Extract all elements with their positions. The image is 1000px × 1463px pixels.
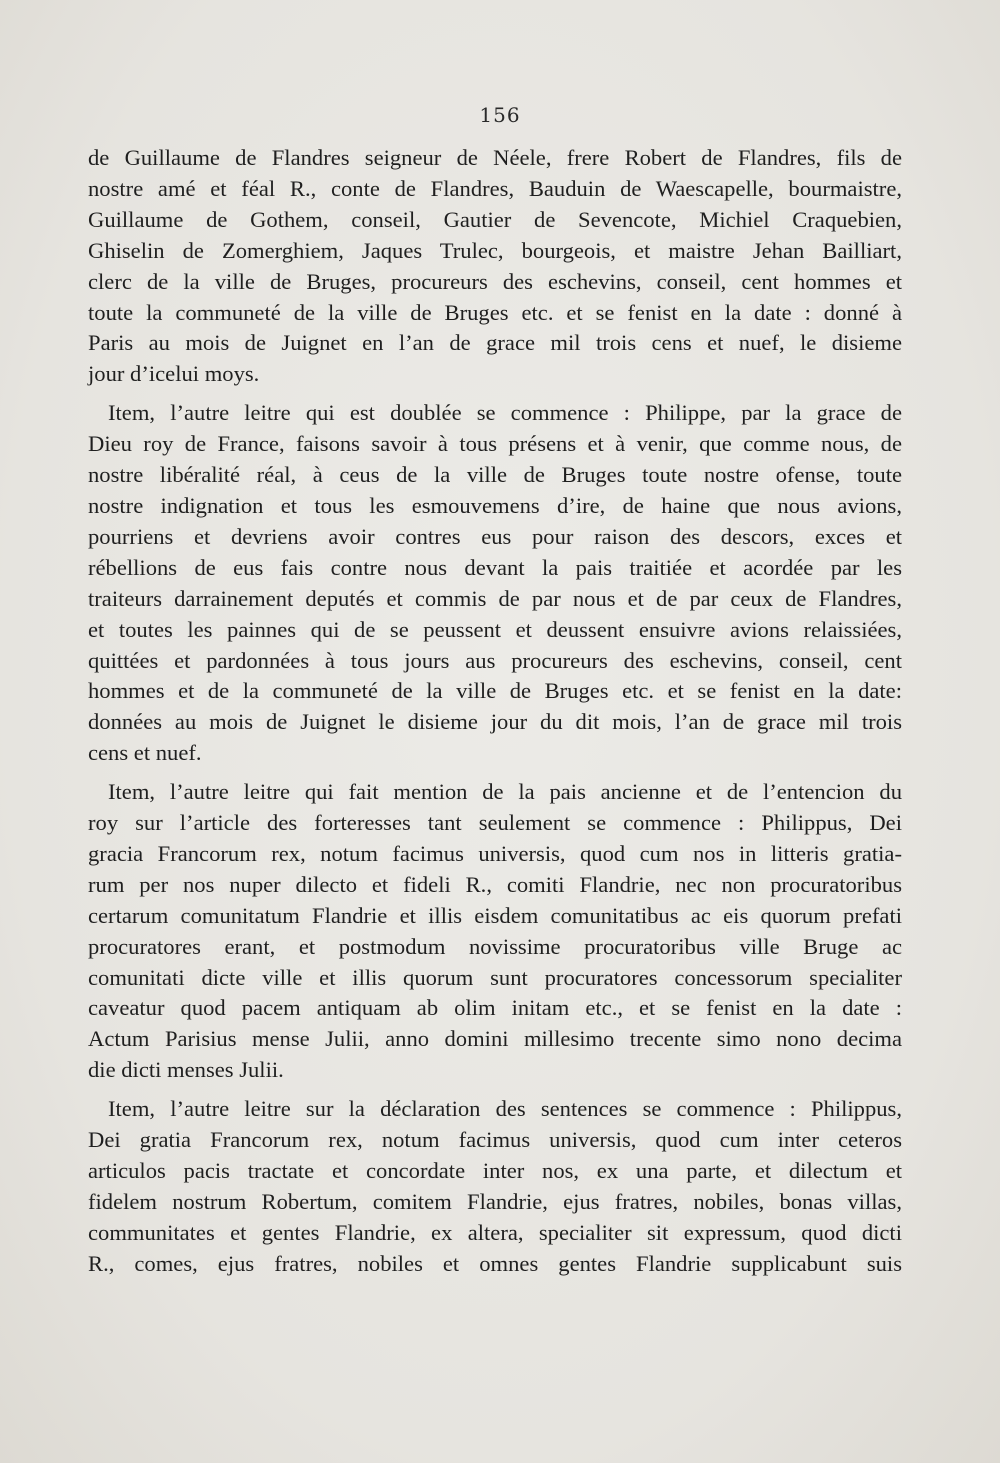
paragraph-4 [88,1094,902,1279]
text-line: jour d’icelui moys. [88,361,260,387]
paragraph-3 [88,777,902,1086]
text-line: cens et nuef. [88,740,202,766]
text-line: hommes et de la communeté de la ville de Bruges etc. et se fenist en la date: [88,678,902,704]
text-line: Item, l’autre leitre qui fait mention de la pais ancienne et de l’entencion du [108,779,902,805]
text-line: Dei gratia Francorum rex, notum facimus universis, quod cum inter ceteros [88,1127,902,1153]
text-line: quittées et pardonnées à tous jours aus procureurs des eschevins, conseil, cent [88,647,902,673]
paragraph-1 [88,143,902,390]
text-line: comunitati dicte ville et illis quorum sunt procuratores concessorum specialiter [88,964,902,990]
page-number: 156 [479,103,521,127]
text-line: rum per nos nuper dilecto et fideli R., comiti Flandrie, nec non procuratoribus [88,871,902,897]
text-line: Item, l’autre leitre sur la déclaration des sentences se commence : Philippus, [108,1096,902,1122]
text-line: Dieu roy de France, faisons savoir à tous présens et à venir, que comme nous, de [88,431,902,457]
text-line: Actum Parisius mense Julii, anno domini millesimo trecente simo nono decima [88,1026,902,1052]
text-line: fidelem nostrum Robertum, comitem Flandrie, ejus fratres, nobiles, bonas villas, [88,1188,902,1214]
text-line: nostre amé et féal R., conte de Flandres, Bauduin de Waescapelle, bourmaistre, [88,175,902,201]
text-line: pourriens et devriens avoir contres eus pour raison des descors, exces et [88,523,902,549]
text-line: et toutes les painnes qui de se peussent et deussent ensuivre avions relaissiées, [88,616,902,642]
text-line: R., comes, ejus fratres, nobiles et omnes gentes Flandrie supplicabunt suis [88,1250,902,1276]
text-line: caveatur quod pacem antiquam ab olim initam etc., et se fenist en la date : [88,995,902,1021]
text-line: die dicti menses Julii. [88,1057,284,1083]
text-line: toute la communeté de la ville de Bruges etc. et se fenist en la date : donné à [88,299,902,325]
text-line: Guillaume de Gothem, conseil, Gautier de Sevencote, Michiel Craquebien, [88,206,902,232]
text-line: clerc de la ville de Bruges, procureurs des eschevins, conseil, cent hommes et [88,268,902,294]
text-line: traiteurs darrainement deputés et commis de par nous et de par ceux de Flandres, [88,585,902,611]
text-line: Ghiselin de Zomerghiem, Jaques Trulec, bourgeois, et maistre Jehan Bailliart, [88,237,902,263]
text-line: Paris au mois de Juignet en l’an de grace mil trois cens et nuef, le disieme [88,330,902,356]
text-line: procuratores erant, et postmodum novissime procuratoribus ville Bruge ac [88,933,902,959]
text-line: articulos pacis tractate et concordate inter nos, ex una parte, et dilectum et [88,1158,902,1183]
text-line: données au mois de Juignet le disieme jour du dit mois, l’an de grace mil trois [88,709,902,735]
text-line: certarum comunitatum Flandrie et illis eisdem comunitatibus ac eis quorum prefati [88,902,902,928]
text-line: gracia Francorum rex, notum facimus universis, quod cum nos in litteris gratia- [88,840,902,866]
body-text [88,143,902,1280]
text-line: Item, l’autre leitre qui est doublée se commence : Philippe, par la grace de [108,400,902,426]
text-line: de Guillaume de Flandres seigneur de Néele, frere Robert de Flandres, fils de [88,145,902,170]
text-line: communitates et gentes Flandrie, ex altera, specialiter sit expressum, quod dicti [88,1219,902,1245]
text-line: nostre libéralité réal, à ceus de la ville de Bruges toute nostre ofense, toute [88,462,902,488]
paragraph-2 [88,398,902,769]
text-line: rébellions de eus fais contre nous devant la pais traitiée et acordée par les [88,554,902,580]
text-line: nostre indignation et tous les esmouvemens d’ire, de haine que nous avions, [88,492,902,518]
text-line: roy sur l’article des forteresses tant seulement se commence : Philippus, Dei [88,810,902,836]
